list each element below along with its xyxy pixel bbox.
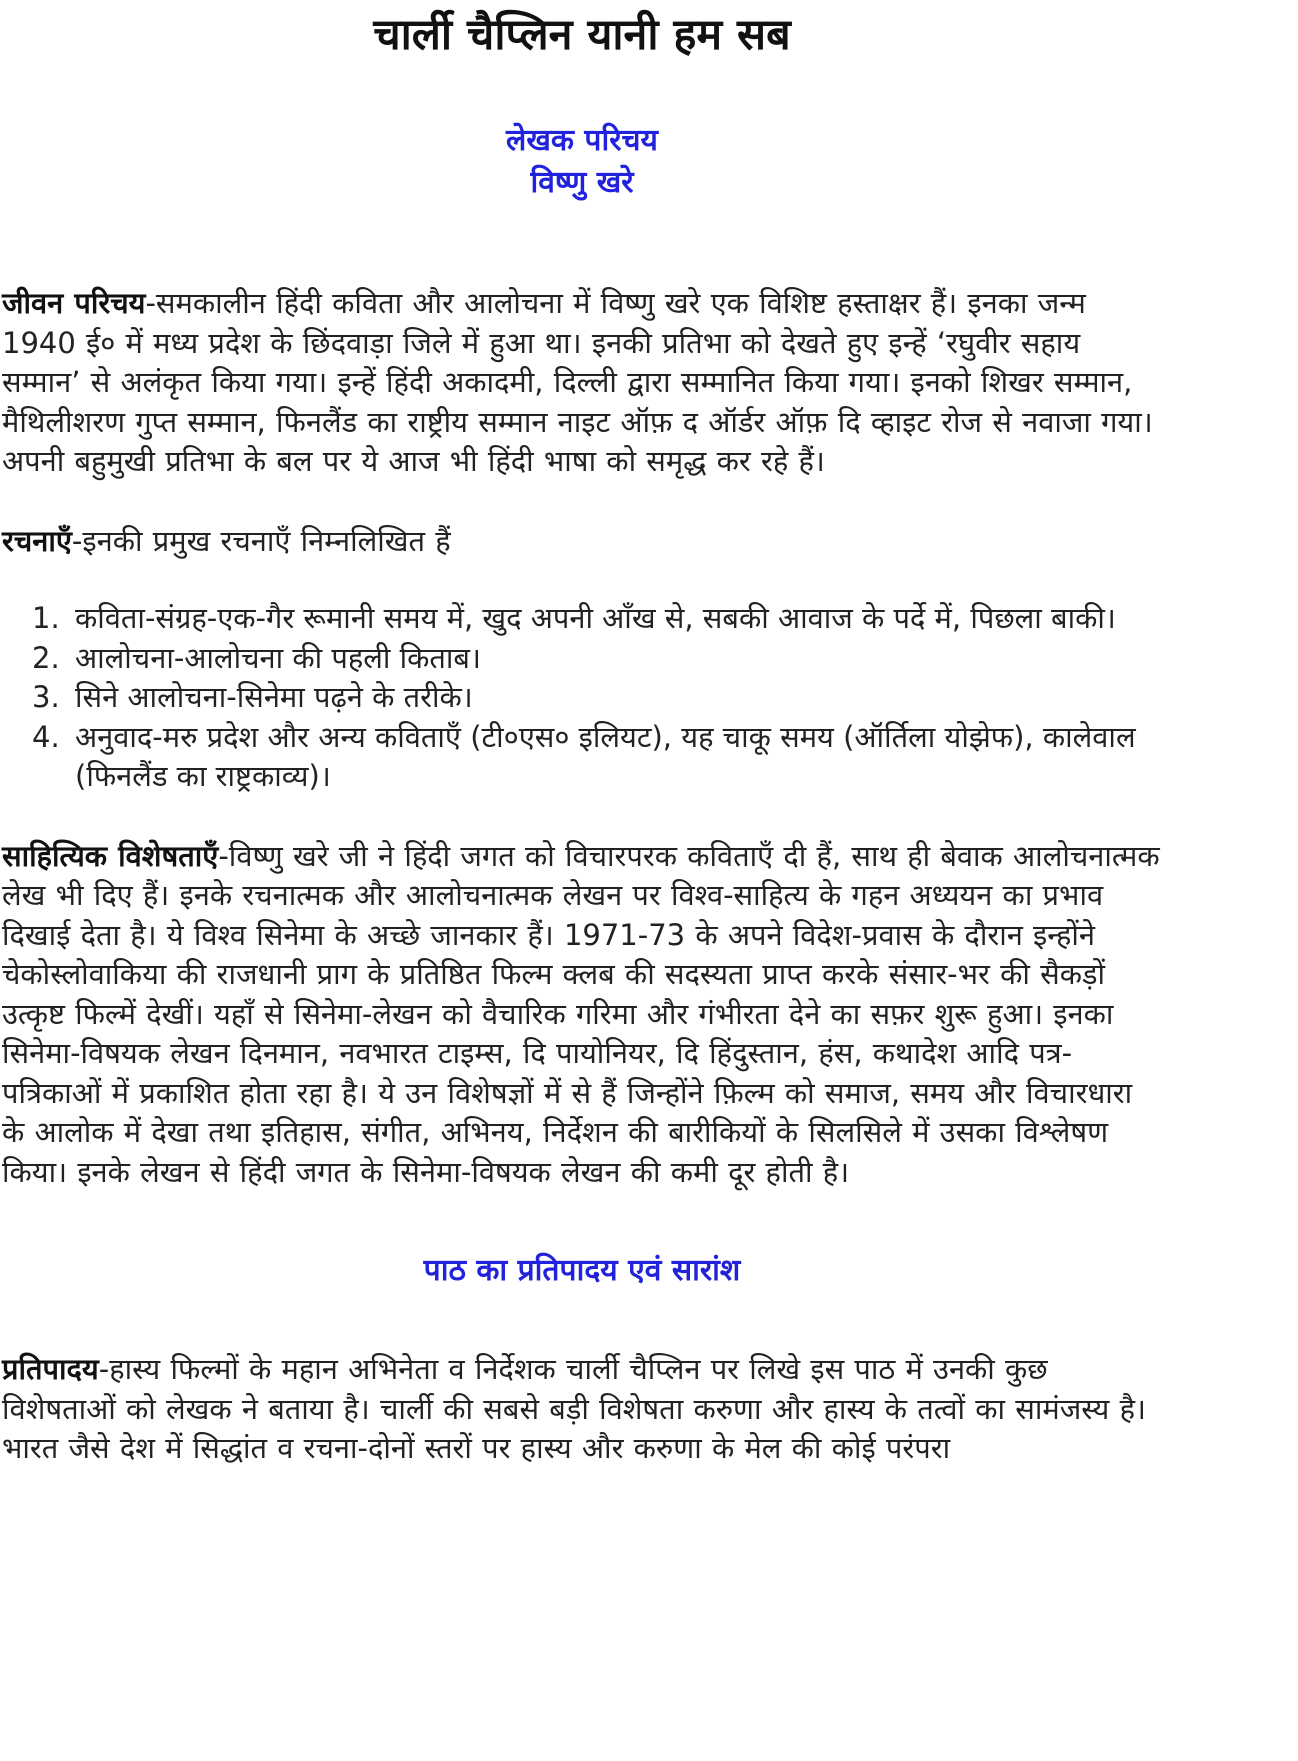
- pratipadya-label: प्रतिपादय: [2, 1352, 99, 1386]
- author-intro-heading: लेखक परिचय: [506, 123, 658, 158]
- list-item: [2, 678, 1162, 718]
- jeevan-parichay-text: -समकालीन हिंदी कविता और आलोचना में विष्णु खरे एक विशिष्ट हस्ताक्षर हैं। इनका जन्म 1940 ई० में मध्य प्रदेश के छिंदवाड़ा जिले में हुआ था। इनकी प्रतिभा को देखते हुए इन्हें ‘रघुवीर सहाय सम्मान’ से अलंकृत किया गया। इन्हें हिंदी अकादमी, दिल्ली द्वारा सम्मानित किया गया। इनको शिखर सम्मान, मैथिलीशरण गुप्त सम्मान, फिनलैंड का राष्ट्रीय सम्मान नाइट ऑफ़ द ऑर्डर ऑफ़ दि व्हाइट रोज से नवाजा गया। अपनी बहुमुखी प्रतिभा के बल पर ये आज भी हिंदी भाषा को समृद्ध कर रहे हैं।: [2, 286, 1153, 478]
- list-item-number: 1.: [32, 601, 60, 635]
- list-item: [2, 718, 1162, 797]
- list-item-number: 2.: [32, 640, 60, 675]
- list-item-text: अनुवाद-मरु प्रदेश और अन्य कविताएँ (टी०एस० इलियट), यह चाकू समय (ऑर्तिला योझेफ), कालेवाल (फिनलैंड का राष्ट्रकाव्य)।: [75, 719, 1136, 793]
- sahityik-visheshtayen-paragraph: [2, 837, 1162, 1193]
- rachnayen-label: रचनाएँ: [2, 523, 72, 558]
- list-item: [2, 599, 1162, 639]
- sahityik-visheshtayen-text: -विष्णु खरे जी ने हिंदी जगत को विचारपरक कविताएँ दी हैं, साथ ही बेवाक आलोचनात्मक लेख भी दिए हैं। इनके रचनात्मक और आलोचनात्मक लेखन पर विश्व-साहित्य के गहन अध्ययन का प्रभाव दिखाई देता है। ये विश्व सिनेमा के अच्छे जानकार हैं। 1971-73 के अपने विदेश-प्रवास के दौरान इन्होंने चेकोस्लोवाकिया की राजधानी प्राग के प्रतिष्ठित फिल्म क्लब की सदस्यता प्राप्त करके संसार-भर की सैकड़ों उत्कृष्ट फिल्में देखीं। यहाँ से सिनेमा-लेखन को वैचारिक गरिमा और गंभीरता देने का सफ़र शुरू हुआ। इनका सिनेमा-विषयक लेखन दिनमान, नवभारत टाइम्स, दि पायोनियर, दि हिंदुस्तान, हंस, कथादेश आदि पत्र-पत्रिकाओं में प्रकाशित होता रहा है। ये उन विशेषज्ञों में से हैं जिन्होंने फ़िल्म को समाज, समय और विचारधारा के आलोक में देखा तथा इतिहास, संगीत, अभिनय, निर्देशन की बारीकियों के सिलसिले में उसका विश्लेषण किया। इनके लेखन से हिंदी जगत के सिनेमा-विषयक लेखन की कमी दूर होती है।: [2, 838, 1160, 1189]
- pratipadya-paragraph: [2, 1350, 1162, 1469]
- rachnayen-text: -इनकी प्रमुख रचनाएँ निम्नलिखित हैं: [71, 523, 451, 558]
- list-item: [2, 639, 1162, 679]
- page-title: चार्ली चैप्लिन यानी हम सब: [373, 10, 791, 60]
- rachnayen-paragraph: [2, 522, 1162, 562]
- works-list: [2, 599, 1162, 797]
- list-item-number: 4.: [32, 719, 60, 754]
- author-intro: [2, 120, 1162, 204]
- jeevan-parichay-label: जीवन परिचय: [2, 286, 146, 320]
- list-item-text: आलोचना-आलोचना की पहली किताब।: [75, 640, 481, 675]
- section-heading: पाठ का प्रतिपादय एवं सारांश: [423, 1253, 741, 1288]
- pratipadya-text: -हास्य फिल्मों के महान अभिनेता व निर्देशक चार्ली चैप्लिन पर लिखे इस पाठ में उनकी कुछ विशेषताओं को लेखक ने बताया है। चार्ली की सबसे बड़ी विशेषता करुणा और हास्य के तत्वों का सामंजस्य है। भारत जैसे देश में सिद्धांत व रचना-दोनों स्तरों पर हास्य और करुणा के मेल की कोई परंपरा: [2, 1352, 1146, 1465]
- jeevan-parichay-paragraph: [2, 284, 1162, 482]
- list-item-text: कविता-संग्रह-एक-गैर रूमानी समय में, खुद अपनी आँख से, सबकी आवाज के पर्दे में, पिछला बाकी।: [75, 601, 1116, 635]
- sahityik-visheshtayen-label: साहित्यिक विशेषताएँ: [2, 838, 219, 873]
- author-name: विष्णु खरे: [530, 165, 634, 200]
- list-item-number: 3.: [32, 680, 60, 714]
- list-item-text: सिने आलोचना-सिनेमा पढ़ने के तरीके।: [75, 680, 473, 714]
